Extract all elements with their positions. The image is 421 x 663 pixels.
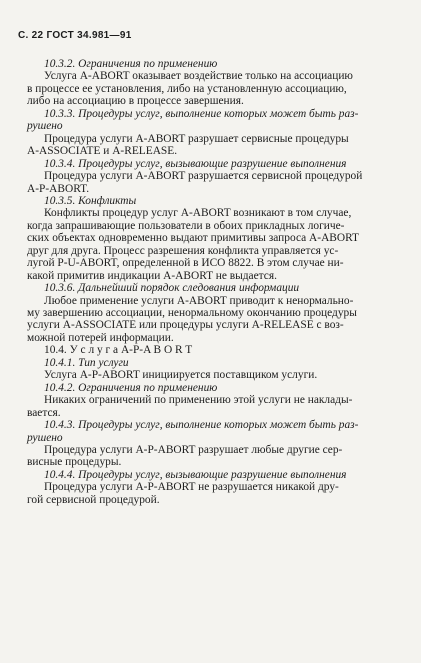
- body-text-line: услуги A-ASSOCIATE или процедуры услуги A-RELEASE с воз-: [27, 319, 344, 332]
- section-heading: 10.3.4. Процедуры услуг, вызывающие разрушение выполнения: [44, 157, 347, 170]
- section-heading: 10.4.2. Ограничения по применению: [44, 381, 218, 394]
- section-heading: 10.3.6. Дальнейший порядок следования информации: [44, 282, 300, 295]
- body-text-line: Конфликты процедур услуг A-ABORT возникают в том случае,: [44, 207, 352, 220]
- section-heading: 10.4.3. Процедуры услуг, выполнение которых может быть раз-: [44, 419, 359, 432]
- body-text-line: му завершению ассоциации, ненормальному окончанию процедуры: [27, 307, 357, 319]
- body-text-line: когда запрашивающие пользователи в обоих прикладных логиче-: [27, 219, 345, 232]
- body-text-line: висные процедуры.: [27, 456, 122, 469]
- section-heading: 10.4.4. Процедуры услуг, вызывающие разрушение выполнения: [44, 468, 347, 481]
- page-header: С. 22 ГОСТ 34.981—91: [18, 30, 132, 41]
- body-text-line: можной потерей информации.: [27, 331, 174, 344]
- body-text-line: ских объектах одновременно выдают примитивы запроса A-ABORT: [27, 232, 359, 245]
- section-heading: 10.4.1. Тип услуги: [44, 356, 129, 369]
- section-heading: 10.3.3. Процедуры услуг, выполнение которых может быть раз-: [44, 107, 359, 120]
- section-heading: рушено: [27, 120, 63, 133]
- body-text-line: лугой P-U-ABORT, определенной в ИСО 8822. В этом случае ни-: [27, 257, 344, 270]
- body-text-line: Любое применение услуги A-ABORT приводит к ненормально-: [44, 294, 354, 307]
- section-heading: рушено: [27, 431, 63, 444]
- body-text-line: Процедура услуги A-P-ABORT разрушает любые другие сер-: [44, 443, 343, 456]
- body-text-line: Процедура услуги A-P-ABORT не разрушается никакой дру-: [44, 481, 339, 494]
- body-text-line: гой сервисной процедурой.: [27, 493, 160, 506]
- body-text-line: Услуга A-P-ABORT инициируется поставщиком услуги.: [44, 369, 318, 382]
- body-text-line: Процедура услуги A-ABORT разрушается сервисной процедурой: [44, 170, 363, 183]
- body-text-line: вается.: [27, 406, 61, 419]
- body-text-line: Услуга A-ABORT оказывает воздействие только на ассоциацию: [44, 70, 353, 83]
- body-text-line: в процессе ее установления, либо на установленную ассоциацию,: [27, 82, 347, 95]
- section-heading: 10.3.2. Ограничения по применению: [44, 58, 218, 70]
- body-text-line: A-P-ABORT.: [27, 182, 90, 195]
- body-text-line: 10.4. У с л у г а A-P-A B O R T: [44, 344, 193, 357]
- body-text-line: друг для друга. Процесс разрешения конфликта управляется ус-: [27, 244, 339, 257]
- body-text-line: либо на ассоциацию в процессе завершения.: [27, 95, 244, 108]
- body-text-line: Никаких ограничений по применению этой услуги не наклады-: [44, 394, 353, 407]
- body-text-line: Процедура услуги A-ABORT разрушает сервисные процедуры: [44, 132, 349, 145]
- body-text-line: A-ASSOCIATE и A-RELEASE.: [27, 145, 178, 158]
- section-heading: 10.3.5. Конфликты: [44, 194, 137, 207]
- body-text-line: какой примитив индикации A-ABORT не выдается.: [27, 269, 277, 282]
